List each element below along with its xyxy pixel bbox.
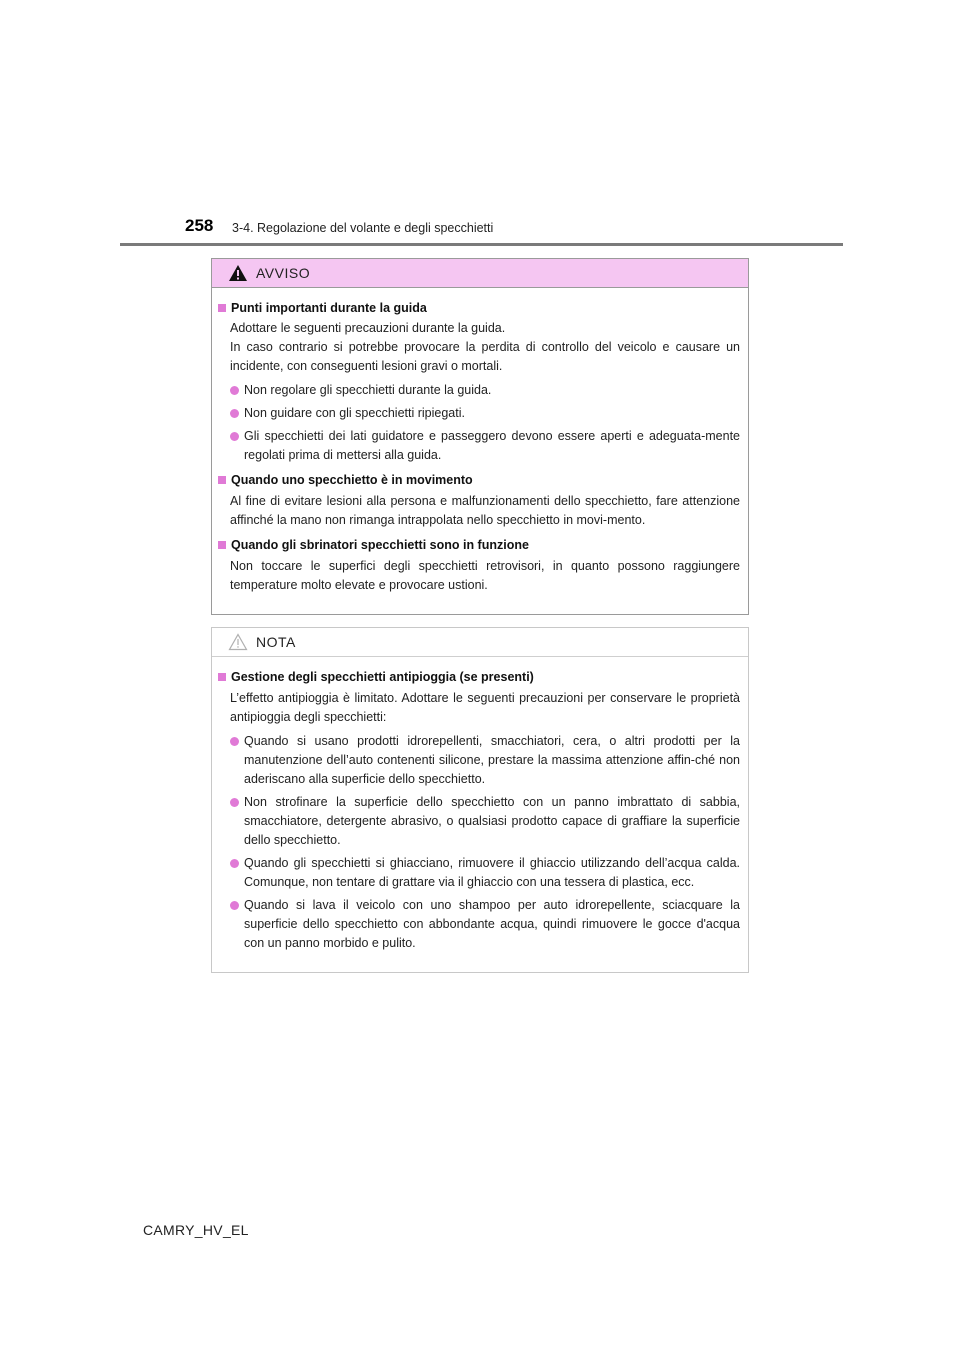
list-item bbox=[230, 732, 740, 789]
note-box-header bbox=[212, 628, 748, 657]
header-rule bbox=[120, 243, 843, 246]
list-item bbox=[230, 854, 740, 892]
section-title: 3-4. Regolazione del volante e degli specchietti bbox=[232, 221, 494, 235]
topic-heading-text: Quando gli sbrinatori specchietti sono in funzione bbox=[231, 538, 529, 552]
note-box-body bbox=[212, 657, 748, 953]
topic-heading bbox=[218, 668, 740, 687]
list-item bbox=[230, 381, 740, 400]
topic-paragraph: Adottare le seguenti precauzioni durante la guida. bbox=[230, 321, 506, 335]
caution-triangle-outline-icon bbox=[228, 633, 248, 651]
bullet-list bbox=[230, 732, 740, 953]
note-topic bbox=[218, 668, 740, 953]
list-item-text: Gli specchietti dei lati guidatore e passeggero devono essere aperti e adeguata-mente regolati prima di mettersi alla guida. bbox=[244, 429, 740, 462]
list-item-text: Quando si usano prodotti idrorepellenti, smacchiatori, cera, o altri prodotti per la manutenzione dell’auto contenenti silicone, prestare la massima attenzione affin-ché non aderiscano alla superficie dello specchietto. bbox=[244, 734, 740, 786]
page-number: 258 bbox=[185, 216, 214, 235]
warning-topic bbox=[218, 536, 740, 595]
warning-triangle-filled-icon bbox=[228, 264, 248, 282]
list-item-text: Non guidare con gli specchietti ripiegati. bbox=[244, 406, 465, 420]
note-box-title: NOTA bbox=[256, 634, 296, 650]
warning-box-body bbox=[212, 288, 748, 595]
topic-paragraph: L’effetto antipioggia è limitato. Adottare le seguenti precauzioni per conservare le proprietà antipioggia degli specchietti: bbox=[230, 691, 740, 724]
circle-bullet-icon bbox=[230, 386, 239, 395]
list-item-text: Non regolare gli specchietti durante la guida. bbox=[244, 383, 492, 397]
topic-paragraph: Al fine di evitare lesioni alla persona e malfunzionamenti dello specchietto, fare attenzione affinché la mano non rimanga intrappolata nello specchietto in movi-mento. bbox=[230, 494, 740, 527]
square-bullet-icon bbox=[218, 541, 226, 549]
warning-box-header bbox=[212, 259, 748, 288]
warning-topic bbox=[218, 471, 740, 530]
list-item bbox=[230, 793, 740, 850]
topic-heading-text: Gestione degli specchietti antipioggia (se presenti) bbox=[231, 670, 534, 684]
circle-bullet-icon bbox=[230, 432, 239, 441]
topic-heading-text: Quando uno specchietto è in movimento bbox=[231, 473, 473, 487]
circle-bullet-icon bbox=[230, 901, 239, 910]
topic-heading bbox=[218, 536, 740, 555]
square-bullet-icon bbox=[218, 673, 226, 681]
list-item bbox=[230, 427, 740, 465]
circle-bullet-icon bbox=[230, 798, 239, 807]
bullet-list bbox=[230, 381, 740, 465]
topic-heading-text: Punti importanti durante la guida bbox=[231, 301, 427, 315]
list-item-text: Quando gli specchietti si ghiacciano, rimuovere il ghiaccio utilizzando dell’acqua calda. Comunque, non tentare di grattare via il ghiaccio con una tessera di plastica, ecc. bbox=[244, 856, 740, 889]
list-item bbox=[230, 404, 740, 423]
list-item bbox=[230, 896, 740, 953]
topic-paragraph: In caso contrario si potrebbe provocare la perdita di controllo del veicolo e causare un incidente, con conseguenti lesioni gravi o mortali. bbox=[230, 340, 740, 373]
list-item-text: Non strofinare la superficie dello specchietto con un panno imbrattato di sabbia, smacchiatore, detergente abrasivo, o qualsiasi prodotto capace di graffiare la superficie dello specchietto. bbox=[244, 795, 740, 847]
list-item-text: Quando si lava il veicolo con uno shampoo per auto idrorepellente, sciacquare la superficie dello specchietto con abbondante acqua, quindi rimuovere le gocce d'acqua con un panno morbido e pulito. bbox=[244, 898, 740, 950]
warning-topic bbox=[218, 299, 740, 465]
circle-bullet-icon bbox=[230, 737, 239, 746]
topic-heading bbox=[218, 299, 740, 318]
document-code: CAMRY_HV_EL bbox=[143, 1222, 249, 1238]
note-box bbox=[211, 627, 749, 973]
square-bullet-icon bbox=[218, 476, 226, 484]
circle-bullet-icon bbox=[230, 859, 239, 868]
warning-box bbox=[211, 258, 749, 615]
square-bullet-icon bbox=[218, 304, 226, 312]
warning-box-title: AVVISO bbox=[256, 265, 311, 281]
topic-paragraph: Non toccare le superfici degli specchietti retrovisori, in quanto possono raggiungere temperature molto elevate e provocare ustioni. bbox=[230, 559, 740, 592]
topic-heading bbox=[218, 471, 740, 490]
circle-bullet-icon bbox=[230, 409, 239, 418]
